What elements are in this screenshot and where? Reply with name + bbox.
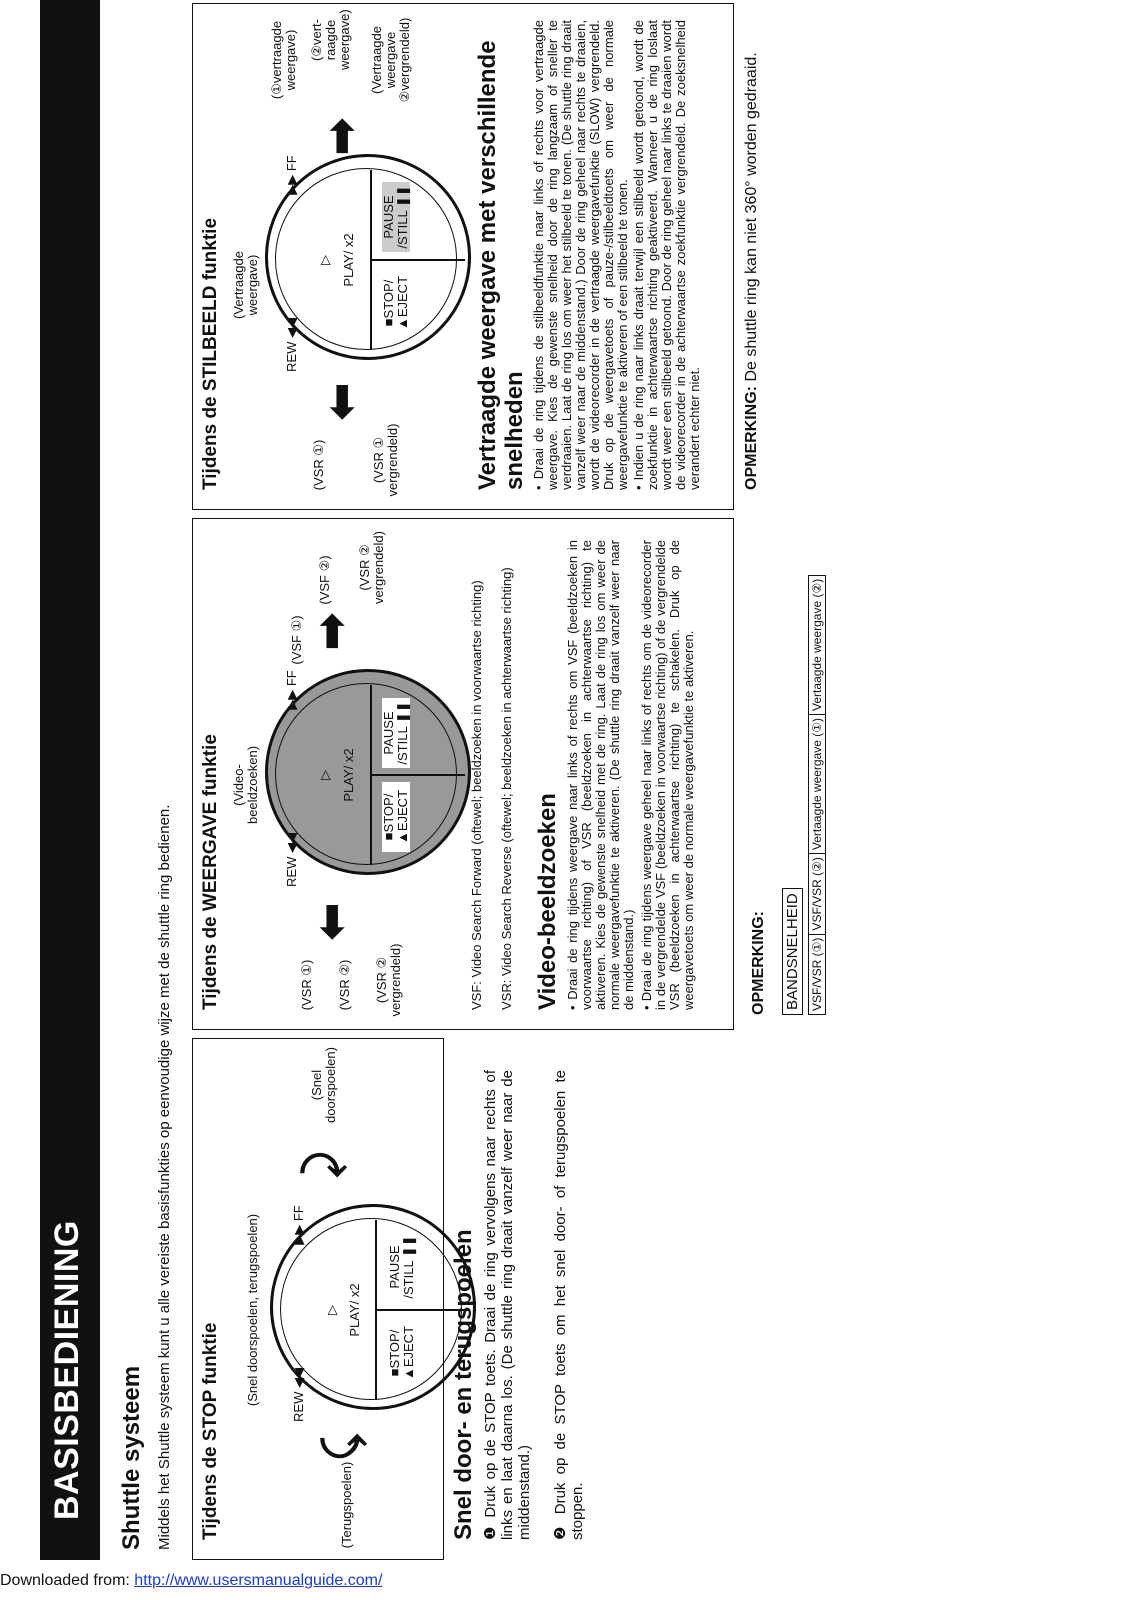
play-label-top: (Video- beeldzoeken) xyxy=(231,745,260,825)
stop-label-top: (Snel doorspoelen, terugspoelen) xyxy=(245,1213,260,1407)
step-2-text: Druk op de STOP toets om het snel door- of terugspoelen te stoppen. xyxy=(552,1069,586,1540)
vsr2-label: (VSR ②) xyxy=(337,959,352,1011)
left-arrow-icon: ⤹ xyxy=(317,1433,366,1460)
vsf2-label: (VSF ②) xyxy=(317,555,332,605)
slow2-label: (②vert- raagde weergave) xyxy=(309,9,352,70)
section-title: Shuttle systeem xyxy=(118,1365,145,1550)
vsf2-locked-label: (VSR ② vergrendeld) xyxy=(357,531,386,604)
ff-label: ▶▶ FF xyxy=(284,155,299,195)
left-arrow-icon: ⬅ xyxy=(307,903,356,940)
vsr1-label: (VSR ①) xyxy=(299,959,314,1011)
ring-divider-v xyxy=(370,774,465,776)
footer xyxy=(0,1572,382,1590)
page-title: BASISBEDIENING xyxy=(48,1220,86,1520)
vsf-definition: VSF: Video Search Forward (oftewel; beeldzoeken in voorwaartse richting) xyxy=(469,580,484,1010)
vsr1-locked-label: (VSR ① vergrendeld) xyxy=(371,423,400,497)
slow1-label: (①vertraagde weergave) xyxy=(269,20,298,100)
pause-still-label: PAUSE /STILL ❚❚ xyxy=(387,1235,416,1299)
stop-eject-label: ■STOP/ ▲EJECT xyxy=(382,782,410,852)
slow2-locked-label: (Vertraagde weergave ②vergrendeld) xyxy=(369,17,412,103)
play-triangle-icon: ▷ xyxy=(317,255,332,265)
vsr2-locked-label: (VSR ② vergrendeld) xyxy=(374,943,403,1017)
speed-col-1: VSF/VSR (①) xyxy=(809,934,826,1014)
pause-still-label: PAUSE /STILL ❚❚ xyxy=(382,698,410,768)
stop-step-2 xyxy=(552,1070,586,1540)
stop-subtitle: Snel door- en terugspoelen xyxy=(450,1229,477,1540)
stop-eject-label: ■STOP/ ▲EJECT xyxy=(387,1325,416,1381)
speed-table-header: BANDSNELHEID xyxy=(782,888,803,1015)
step-2-number: ❷ xyxy=(552,1522,569,1540)
note-left-title: OPMERKING: xyxy=(750,911,767,1015)
footer-prefix: Downloaded from: xyxy=(0,1572,135,1589)
play-triangle-icon: ▷ xyxy=(317,770,332,780)
play-bullet-1-text: Draai de ring tijdens weergave naar links of rechts om VSF (beeldzoeken in voorwaartse richting) of VSR (beeldzoeken in achterwaartse richting) te aktiveren. Kies de gewenste snelheid met de ring. Laat de ring los om weer de normale weergavefunktie te aktiveren. (De shuttle ring draait vanzelf weer naar de middenstand.) xyxy=(565,540,636,1010)
still-bullet-2-text: Indien u de ring naar links draait terwijl een stilbeeld wordt getoond, wordt de zoekfunktie in achterwaartse richting geaktiveerd. Wanneer u de ring loslaat wordt weer een stilbeeld getoond. Door de ring geheel naar links te draaien wordt de videorecorder in de achterwaartse zoekfunktie vergrendeld. De zoeksnelheid verandert echter niet. xyxy=(631,20,702,490)
play-triangle-icon: ▷ xyxy=(324,1305,339,1315)
note-right-title: OPMERKING: xyxy=(743,386,760,490)
vsr1-label: (VSR ①) xyxy=(311,439,326,491)
still-label-top: (Vertraagde weergave) xyxy=(231,251,260,319)
still-box-title: Tijdens de STILBEELD funktie xyxy=(200,217,221,490)
stop-eject-label: ■STOP/ ▲EJECT xyxy=(381,275,410,331)
play-bullet-2-text: Draai de ring tijdens weergave geheel naar links of rechts om de videorecorder in de vergrendelde VSF (beeldzoeken in voorwaartse richting) of de vergrendelde VSR (beeldzoeken in achterwaartse richting) te schakelen. Druk op de weergavetoets om weer de normale weergavefunktie te aktiveren. xyxy=(639,540,696,1010)
rew-label: REW ◀◀ xyxy=(284,318,299,372)
pause-still-label: PAUSE /STILL ❚❚ xyxy=(382,182,410,252)
ring-divider-v xyxy=(370,259,465,261)
ff-label: ▶▶ FF xyxy=(284,670,299,710)
stop-box-title: Tijdens de STOP funktie xyxy=(200,1322,221,1540)
speed-table xyxy=(808,575,826,1015)
vsf1-label: (VSF ①) xyxy=(289,615,304,665)
note-right xyxy=(742,20,761,490)
stop-label-right: (Snel doorspoelen) xyxy=(309,1047,338,1123)
rew-label: REW ◀◀ xyxy=(284,833,299,887)
footer-link[interactable]: http://www.usersmanualguide.com/ xyxy=(134,1572,383,1589)
speed-col-2: VSF/VSR (②) xyxy=(809,854,826,934)
play-label: PLAY/ x2 xyxy=(347,1283,362,1337)
play-label: PLAY/ x2 xyxy=(341,233,356,287)
rew-label: REW ◀◀ xyxy=(291,1368,306,1422)
play-label: PLAY/ x2 xyxy=(341,748,356,802)
speed-col-3: Vertaagde weergave (①) xyxy=(809,714,826,853)
stop-step-1 xyxy=(482,1070,533,1540)
still-subtitle: Vertraagde weergave met verschillende snelheden xyxy=(474,40,528,490)
still-bullet-2: • Indien u de ring naar links draait terwijl een stilbeeld wordt getoond, wordt de zoekfunktie in achterwaartse richting geaktiveerd. Wanneer u de ring loslaat wordt weer een stilbeeld getoond. Door de ring geheel naar links te draaien wordt de videorecorder in de achterwaartse zoekfunktie vergrendeld. De zoeksnelheid verandert echter niet. xyxy=(631,20,702,490)
still-bullet-1: • Draai de ring tijdens de stilbeeldfunktie naar links of rechts voor vertraagde weergave. Kies de gewenste snelheid door de ring langzaam of sneller te verdraaien. Laat de ring los om weer het stilbeeld te tonen. (De shuttle ring draait vanzelf weer naar de middenstand.) Door de ring geheel naar rechts te draaien, wordt de videorecorder in de vertraagde weergavefunktie (SLOW) vergrendeld. Druk op de weergavetoets of pauze-/stilbeeldtoets om weer de normale weergavefunktie te aktiveren of een stilbeeld te tonen. xyxy=(531,20,630,490)
step-1-text: Druk op de STOP toets. Draai de ring vervolgens naar rechts of links en laat daarna los. (De shuttle ring draait vanzelf weer naar de middenstand.) xyxy=(482,1069,533,1540)
play-subtitle: Video-beeldzoeken xyxy=(534,793,561,1010)
note-right-text: De shuttle ring kan niet 360° worden gedraaid. xyxy=(743,52,760,382)
left-arrow-icon: ⬅ xyxy=(317,383,366,420)
right-arrow-icon: ➡ xyxy=(317,118,366,155)
play-box-title: Tijdens de WEERGAVE funktie xyxy=(200,734,221,1010)
play-bullet-2: • Draai de ring tijdens weergave geheel naar links of rechts om de videorecorder in de vergrendelde VSF (beeldzoeken in voorwaartse richting) of de vergrendelde VSR (beeldzoeken in achterwaartse richting) te schakelen. Druk op de weergavetoets om weer de normale weergavefunktie te aktiveren. xyxy=(639,540,696,1010)
speed-col-4: Vertaagde weergave (②) xyxy=(809,575,826,714)
ff-label: ▶▶ FF xyxy=(291,1205,306,1245)
still-bullet-1-text: Draai de ring tijdens de stilbeeldfunktie naar links of rechts voor vertraagde weergave. Kies de gewenste snelheid door de ring langzaam of sneller te verdraaien. Laat de ring los om weer het stilbeeld te tonen. (De shuttle ring draait vanzelf weer naar de middenstand.) Door de ring geheel naar rechts te draaien, wordt de videorecorder in de vertraagde weergavefunktie (SLOW) vergrendeld. Druk op de weergavetoets of pauze-/stilbeeldtoets om weer de normale weergavefunktie te aktiveren of een stilbeeld te tonen. xyxy=(531,20,630,490)
vsr-definition: VSR: Video Search Reverse (oftewel; beeldzoeken in achterwaartse richting) xyxy=(499,567,514,1010)
stop-label-left: (Terugspoelen) xyxy=(339,1461,354,1549)
section-intro: Middels het Shuttle systeem kunt u alle vereiste basisfunkties op eenvoudige wijze met de shuttle ring bedienen. xyxy=(156,804,173,1550)
step-1-number: ❶ xyxy=(482,1524,499,1540)
play-bullet-1: • Draai de ring tijdens weergave naar links of rechts om VSF (beeldzoeken in voorwaartse richting) of VSR (beeldzoeken in achterwaartse richting) te aktiveren. Kies de gewenste snelheid met de ring. Laat de ring los om weer de normale weergavefunktie te aktiveren. (De shuttle ring draait vanzelf weer naar de middenstand.) xyxy=(565,540,636,1010)
right-arrow-icon: ➡ xyxy=(307,613,356,650)
right-arrow-icon: ⤸ xyxy=(297,1151,346,1178)
